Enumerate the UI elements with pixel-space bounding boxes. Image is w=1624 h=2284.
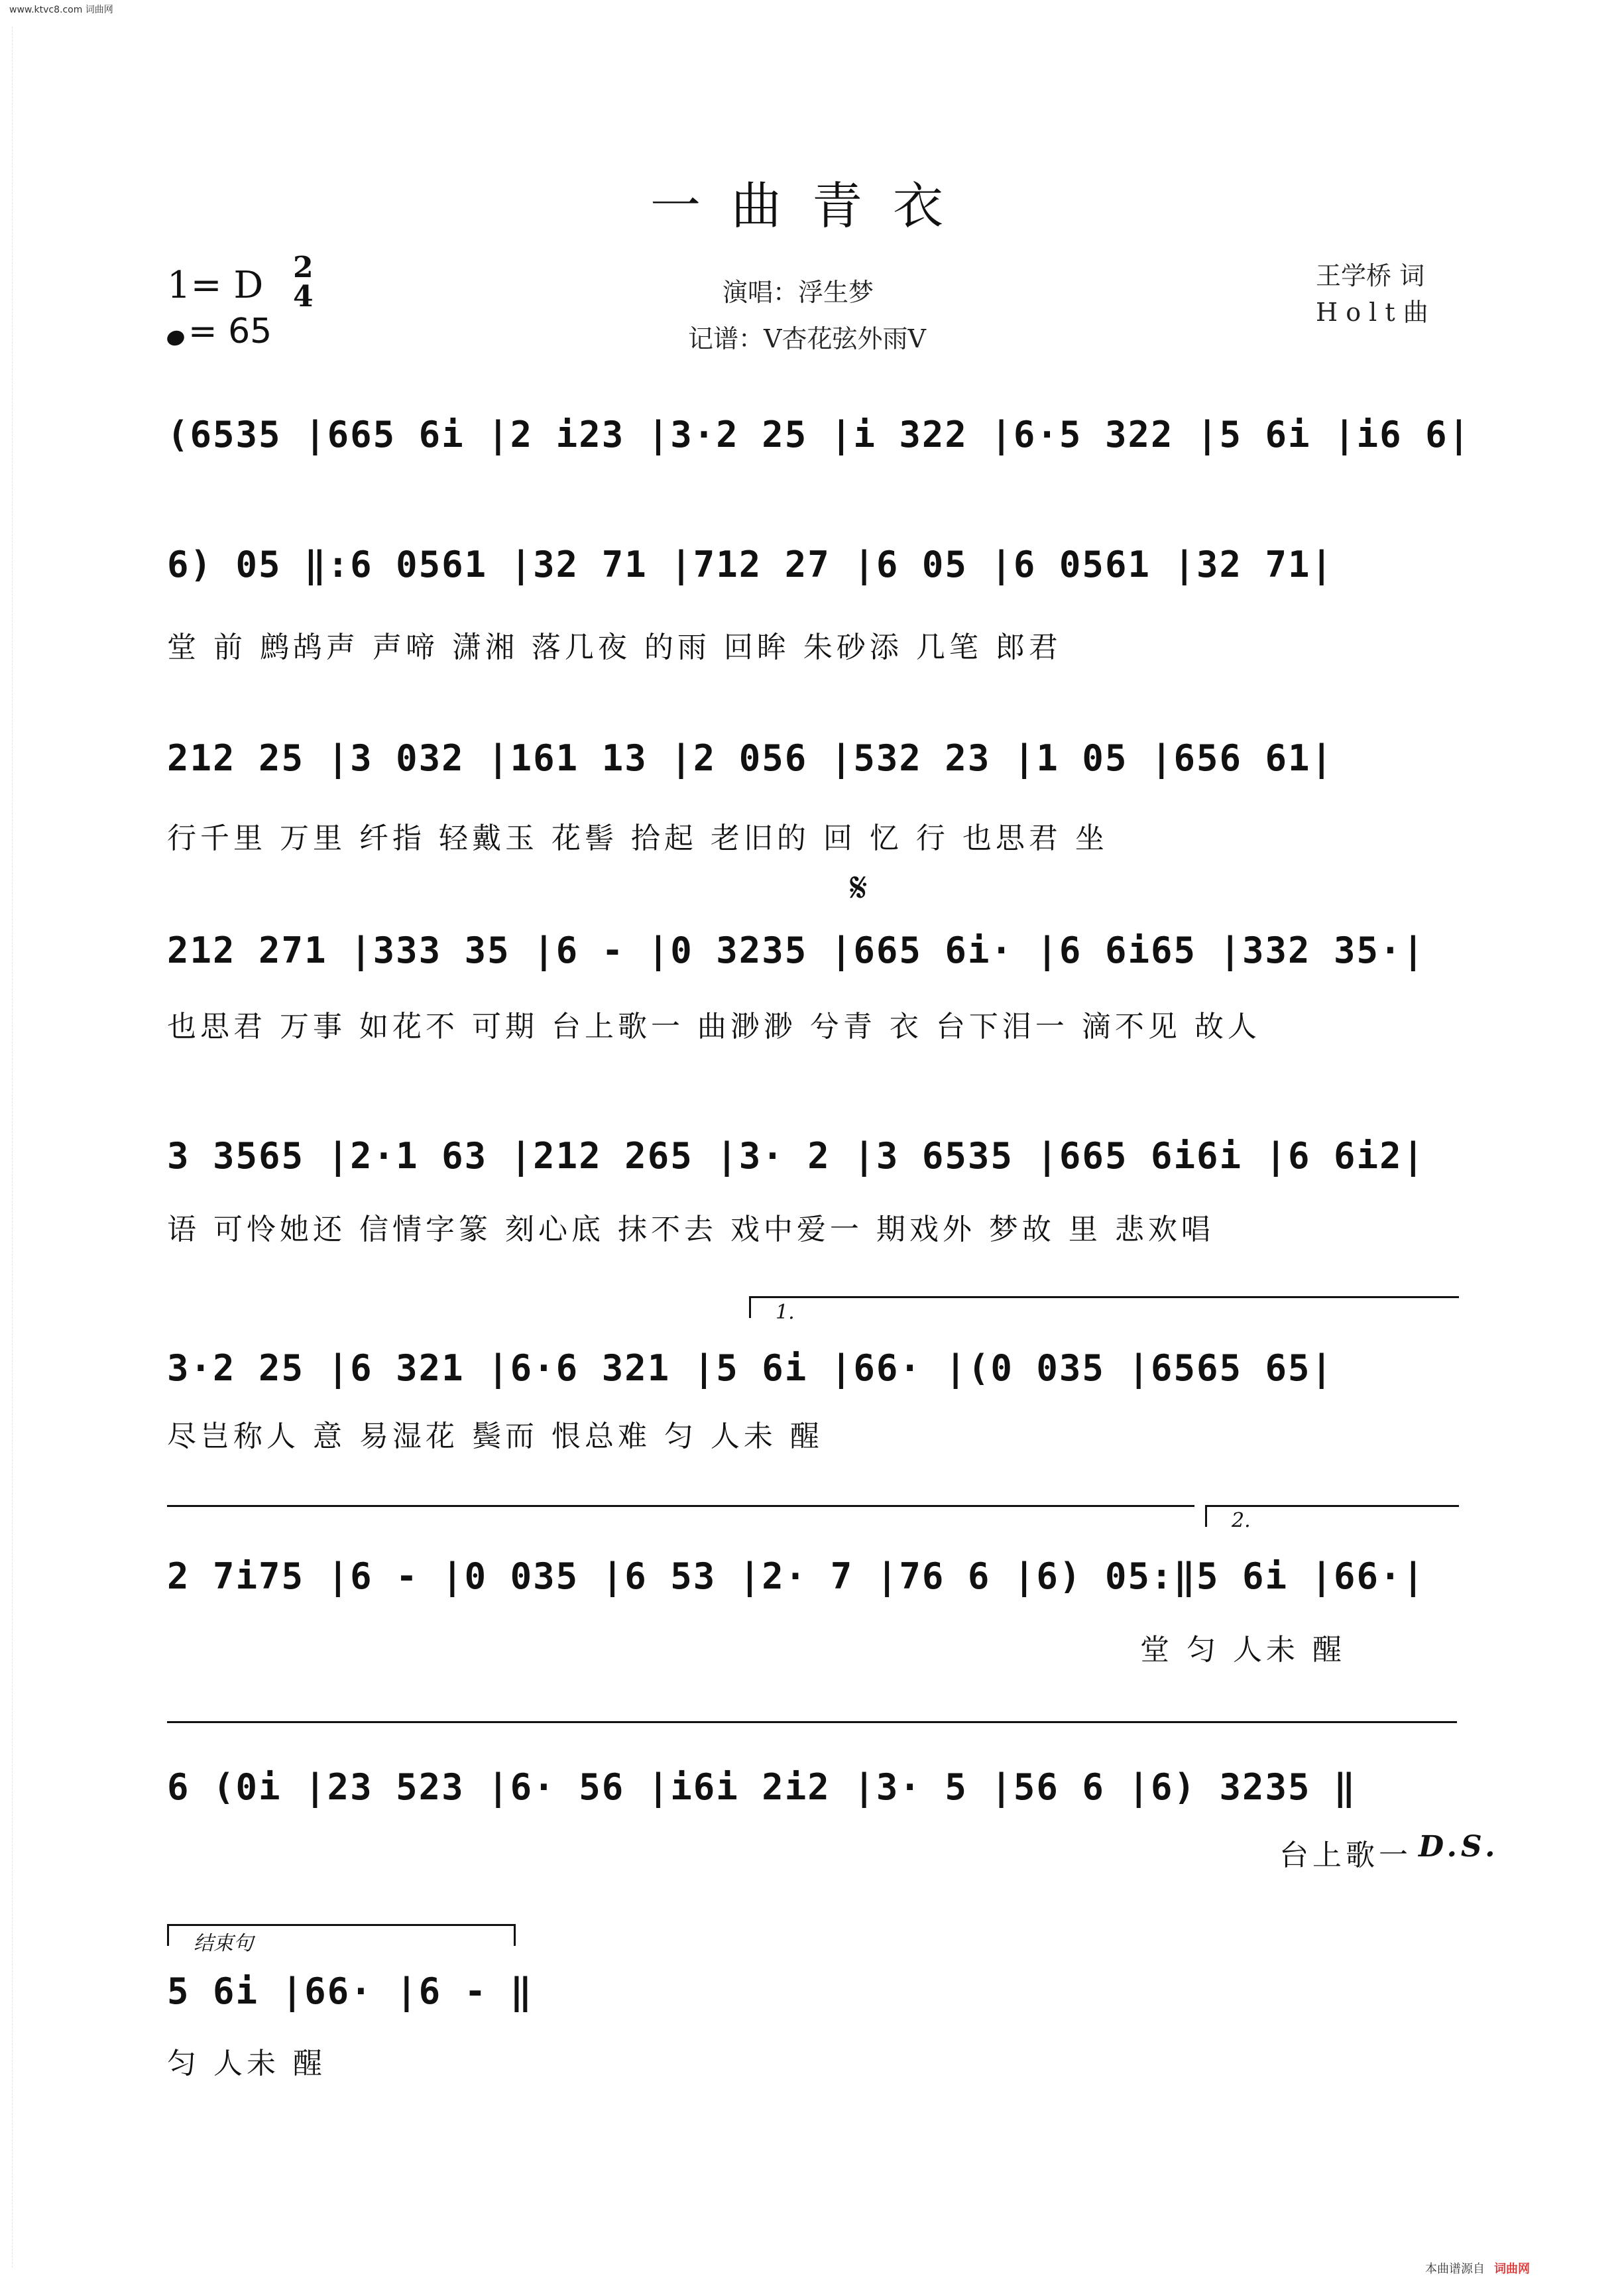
notation-line-8: 6 (0i |23 523 |6· 56 |i6i 2i2 |3· 5 |56 6 |6) 3235 ‖ xyxy=(167,1766,1357,1808)
time-signature xyxy=(293,253,314,312)
lyric-line-4: 也思君 万事 如花不 可期 台上歌一 曲渺渺 兮青 衣 台下泪一 滴不见 故人 xyxy=(167,1010,1261,1044)
time-signature-top: 2 xyxy=(293,251,314,284)
composer: H o l t 曲 xyxy=(1316,298,1428,327)
notation-line-5: 3 3565 |2·1 63 |212 265 |3· 2 |3 6535 |665 6i6i |6 6i2| xyxy=(167,1135,1426,1177)
lyric-line-7: 堂 匀 人未 醒 xyxy=(1140,1633,1346,1667)
notation-line-3: 212 25 |3 032 |161 13 |2 056 |532 23 |1 05 |656 61| xyxy=(167,737,1334,779)
tempo-marking xyxy=(167,312,272,351)
lyric-line-2: 堂 前 鹧鸪声 声啼 潇湘 落几夜 的雨 回眸 朱砂添 几笔 郎君 xyxy=(167,631,1062,664)
site-header: www.ktvc8.com 词曲网 xyxy=(9,5,113,15)
transcriber: 记谱：V杏花弦外雨V xyxy=(688,324,926,353)
lyric-line-6: 尽岂称人 意 易湿花 鬓而 恨总难 匀 人未 醒 xyxy=(167,1419,823,1453)
segno-sign: 𝄋 xyxy=(850,863,868,912)
lyric-line-3: 行千里 万里 纤指 轻戴玉 花髻 拾起 老旧的 回 忆 行 也思君 坐 xyxy=(167,821,1108,855)
notation-line-7: 2 7i75 |6 - |0 035 |6 53 |2· 7 |76 6 |6) 05:‖5 6i |66·| xyxy=(167,1555,1426,1597)
time-signature-bottom: 4 xyxy=(293,280,314,314)
key-signature: 1= D xyxy=(167,264,264,307)
lyric-line-8: 台上歌一 xyxy=(1279,1838,1412,1872)
side-watermark xyxy=(0,27,13,2267)
lyric-line-9: 匀 人未 醒 xyxy=(167,2047,326,2080)
volta-1-continuation xyxy=(167,1505,1194,1507)
volta-1-bracket xyxy=(749,1296,1459,1318)
lyricist: 王学桥 词 xyxy=(1316,261,1425,290)
footer-credit xyxy=(1425,2259,1530,2277)
song-title: 一曲青衣 xyxy=(650,176,974,235)
performer: 演唱：浮生梦 xyxy=(723,278,874,307)
footer-brand[interactable]: 词曲网 xyxy=(1494,2262,1530,2276)
notation-line-2: 6) 05 ‖:6 0561 |32 71 |712 27 |6 05 |6 0561 |32 71| xyxy=(167,544,1334,585)
notation-line-9: 5 6i |66· |6 - ‖ xyxy=(167,1970,534,2012)
ending-phrase-label: 结束句 xyxy=(194,1932,253,1955)
da-segno-mark: D.S. xyxy=(1419,1830,1499,1864)
tempo-value: = 65 xyxy=(188,312,272,351)
notation-line-4: 212 271 |333 35 |6 - |0 3235 |665 6i· |6 6i65 |332 35·| xyxy=(167,930,1426,971)
footer-text: 本曲谱源自 xyxy=(1425,2262,1485,2276)
lyric-line-5: 语 可怜她还 信情字篆 刻心底 抹不去 戏中爱一 期戏外 梦故 里 悲欢唱 xyxy=(167,1213,1214,1246)
quarter-note-icon xyxy=(165,328,186,348)
notation-line-1: (6535 |665 6i |2 i23 |3·2 25 |i 322 |6·5 322 |5 6i |i6 6| xyxy=(167,414,1472,455)
volta-2-continuation xyxy=(167,1721,1457,1723)
notation-line-6: 3·2 25 |6 321 |6·6 321 |5 6i |66· |(0 035 |6565 65| xyxy=(167,1347,1334,1389)
volta-2-label: 2. xyxy=(1232,1509,1251,1532)
volta-1-label: 1. xyxy=(776,1301,795,1324)
